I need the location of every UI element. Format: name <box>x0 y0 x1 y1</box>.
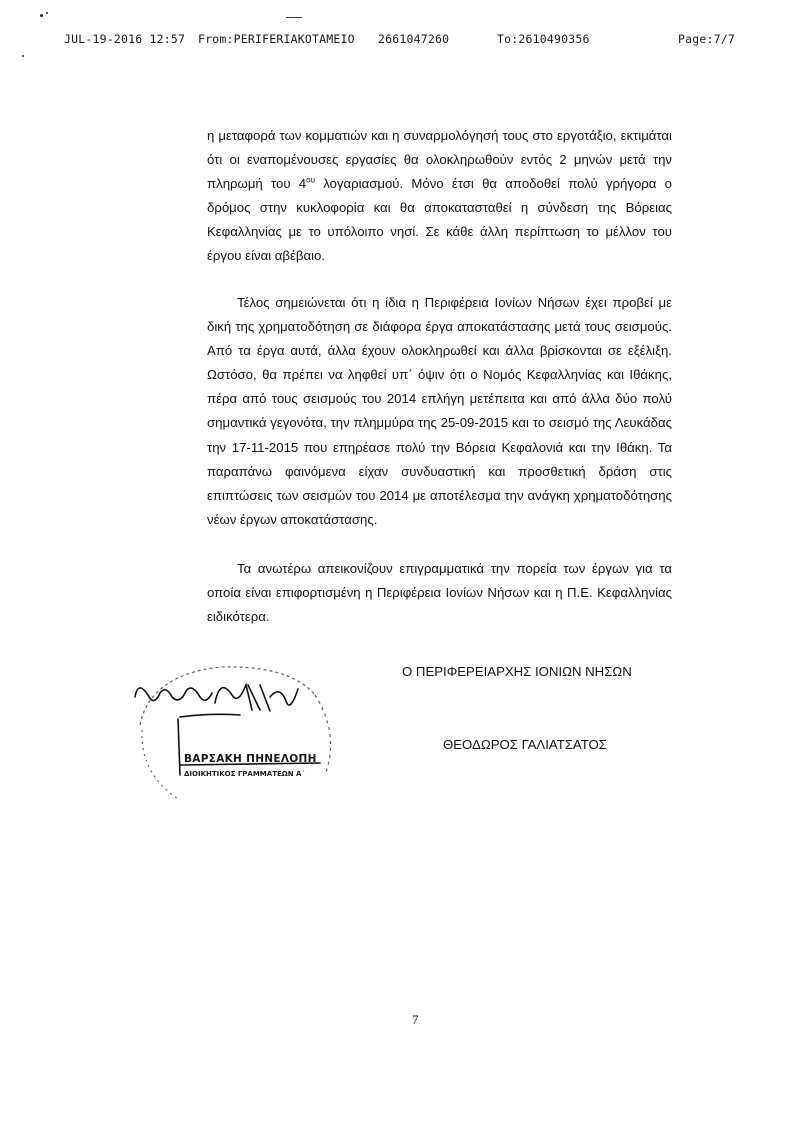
signatory-title: Ο ΠΕΡΙΦΕΡΕΙΑΡΧΗΣ ΙΟΝΙΩΝ ΝΗΣΩΝ <box>402 664 632 679</box>
scan-speck <box>22 55 24 57</box>
paragraph-text: η μεταφορά των κομματιών και η συναρμολόγησή τους στο εργοτάξιο, εκτιμάται ότι οι εναπομένουσες εργασίες θα ολοκληρωθούν εντός 2 μηνών μετά την πληρωμή του 4 <box>207 128 672 192</box>
stamp-role-line: ΔΙΟΙΚΗΤΙΚΟΣ ΓΡΑΜΜΑΤΕΩΝ Α΄ <box>184 770 305 778</box>
scan-speck <box>46 12 48 14</box>
paragraph-earthquake-funding <box>207 291 672 532</box>
ordinal-suffix: ου <box>306 175 315 185</box>
fax-page-indicator: Page:7/7 <box>678 32 735 46</box>
paragraph-text: Τέλος σημειώνεται ότι η ίδια η Περιφέρεια Ιονίων Νήσων έχει προβεί με δική της χρηματοδότηση σε διάφορα έργα αποκατάστασης μετά τους σεισμούς. Από τα έργα αυτά, άλλα έχουν ολοκληρωθεί και άλλα βρίσκονται σε εξέλιξη. Ωστόσο, θα πρέπει να ληφθεί υπ΄ όψιν ότι ο Νομός Κεφαλληνίας και Ιθάκης, πέρα από τους σεισμούς του 2014 επλήγη μετέπειτα και από άλλα δύο πολύ σημαντικά γεγονότα, την πλημμύρα της 25-09-2015 και το σεισμό της Λευκάδας την 17-11-2015 που επηρέασε πολύ την Βόρεια Κεφαλονιά και την Ιθάκη. Τα παραπάνω φαινόμενα είχαν συνδυαστική και προσθετική δράση στις επιπτώσεις των σεισμών του 2014 με αποτέλεσμα την ανάγκη χρηματοδότησης νέων έργων αποκατάστασης. <box>207 295 672 527</box>
certification-stamp <box>120 655 350 805</box>
fax-sender: From:PERIFERIAKOTAMEIO <box>198 32 355 46</box>
paragraph-summary <box>207 557 672 629</box>
scan-mark <box>286 17 302 18</box>
page-number: 7 <box>412 1012 419 1027</box>
signatory-name: ΘΕΟΔΩΡΟΣ ΓΑΛΙΑΤΣΑΤΟΣ <box>443 737 607 752</box>
paragraph-continuation <box>207 124 672 269</box>
stamp-name-line: ΒΑΡΣΑΚΗ ΠΗΝΕΛΟΠΗ <box>184 753 317 765</box>
paragraph-text: Τα ανωτέρω απεικονίζουν επιγραμματικά την πορεία των έργων για τα οποία είναι επιφορτισμένη η Περιφέρεια Ιονίων Νήσων και η Π.Ε. Κεφαλληνίας ειδικότερα. <box>207 561 672 625</box>
fax-sender-number: 2661047260 <box>378 32 450 46</box>
fax-datetime: JUL-19-2016 12:57 <box>64 32 186 46</box>
paragraph-text: λογαριασμού. Μόνο έτσι θα αποδοθεί πολύ γρήγορα ο δρόμος στην κυκλοφορία και θα αποκατασταθεί η σύνδεση της Βόρειας Κεφαλληνίας με το υπόλοιπο νησί. Σε κάθε άλλη περίπτωση το μέλλον του έργου είναι αβέβαιο. <box>207 176 672 264</box>
fax-recipient: To:2610490356 <box>497 32 590 46</box>
scan-speck <box>40 14 43 17</box>
fax-header <box>0 32 800 52</box>
stamp-handwritten-date: Κέρκυρα 19/07/16 <box>128 711 138 712</box>
